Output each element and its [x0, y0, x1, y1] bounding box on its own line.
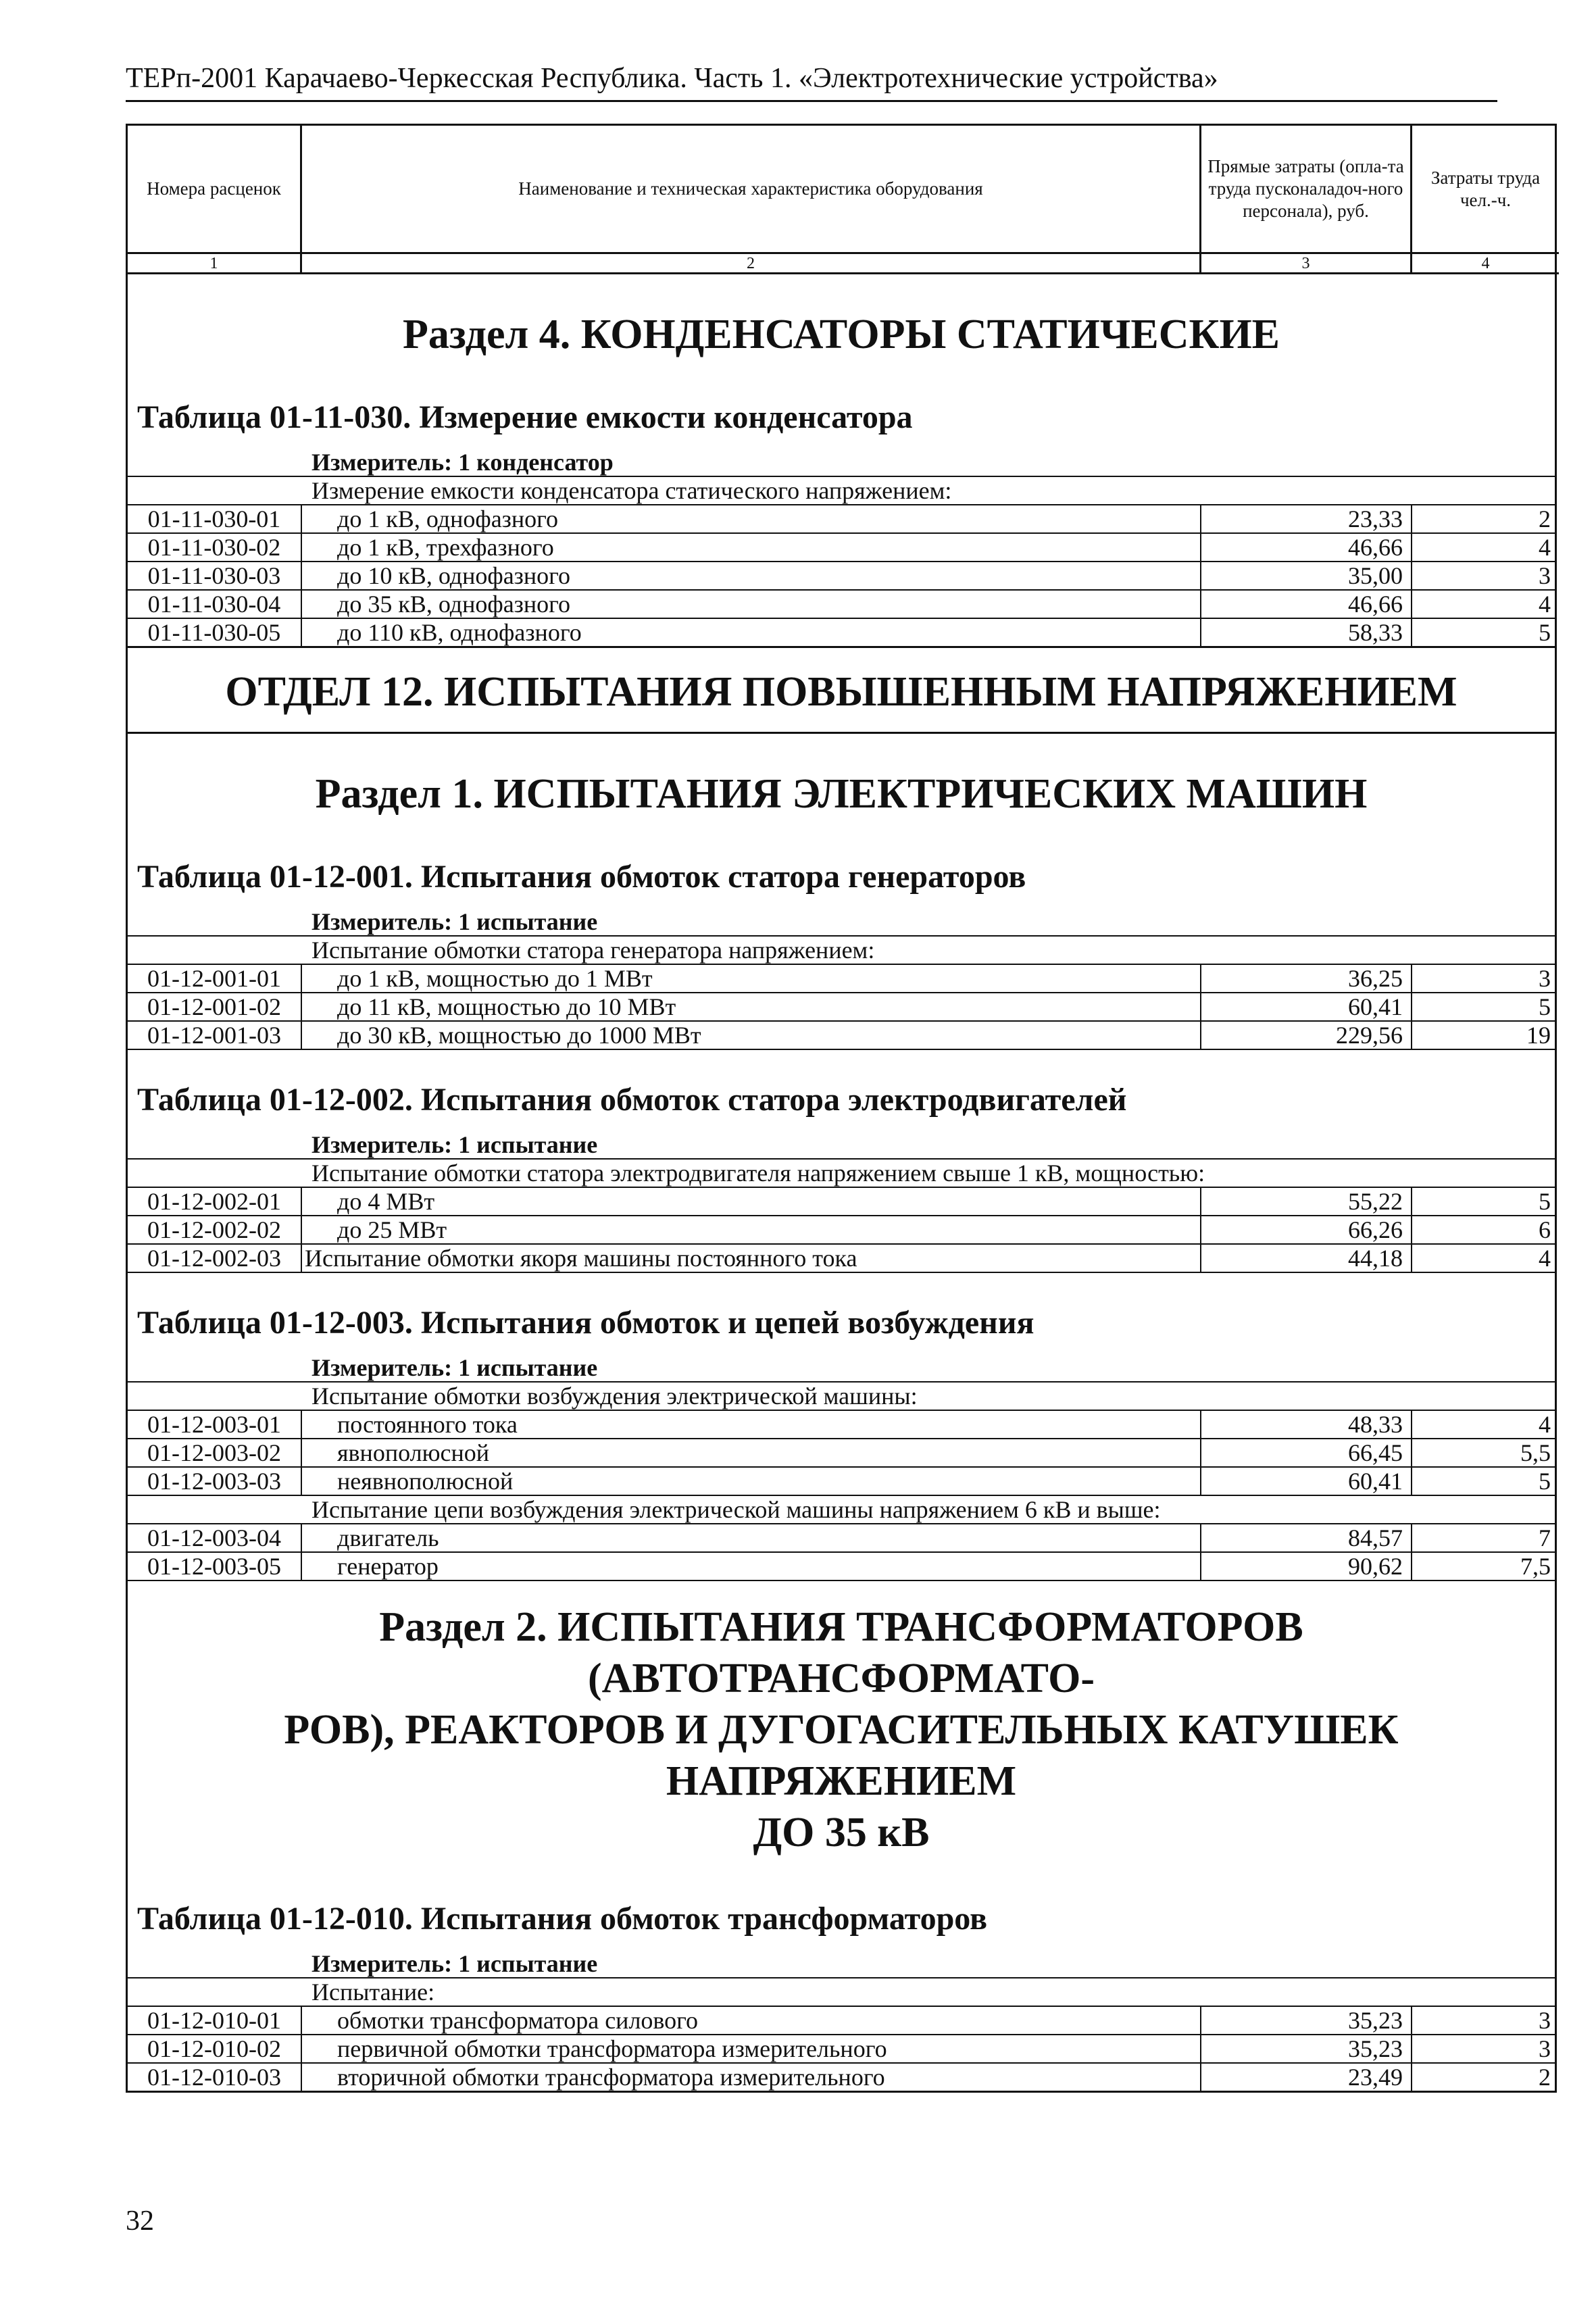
row-labor: 3: [1539, 562, 1551, 589]
department-title: ОТДЕЛ 12. ИСПЫТАНИЯ ПОВЫШЕННЫМ НАПРЯЖЕНИЕМ: [128, 648, 1555, 734]
col-number: 4: [1412, 254, 1559, 274]
row-cost: 55,22: [1201, 1188, 1412, 1215]
row-code: 01-12-001-03: [128, 1022, 302, 1049]
section-title: Раздел 4. КОНДЕНСАТОРЫ СТАТИЧЕСКИЕ: [402, 312, 1280, 357]
table-row: [128, 505, 1555, 534]
row-code: 01-12-002-01: [128, 1188, 302, 1215]
row-labor: 2: [1539, 2064, 1551, 2091]
row-name: до 10 кВ, однофазного: [302, 562, 1201, 589]
table-intro: Испытание обмотки возбуждения электрической машины:: [128, 1383, 1555, 1411]
row-labor: 5: [1539, 619, 1551, 646]
table-row: [128, 2007, 1555, 2035]
row-cost: 48,33: [1201, 1411, 1412, 1438]
section-title: Раздел 1. ИСПЫТАНИЯ ЭЛЕКТРИЧЕСКИХ МАШИН: [315, 771, 1368, 817]
section-title-line: РОВ), РЕАКТОРОВ И ДУГОГАСИТЕЛЬНЫХ КАТУШЕК НАПРЯЖЕНИЕМ: [284, 1707, 1399, 1804]
row-code: 01-12-003-03: [128, 1468, 302, 1495]
row-cost: 35,00: [1201, 562, 1412, 589]
table-intro: Испытание:: [128, 1978, 1555, 2007]
measure-unit: Измеритель: 1 конденсатор: [128, 449, 1555, 477]
price-table: [126, 124, 1557, 2093]
row-labor: 4: [1539, 1245, 1551, 1272]
row-code: 01-12-002-02: [128, 1216, 302, 1243]
running-header: ТЕРп-2001 Карачаево-Черкесская Республика. Часть 1. «Электротехнические устройства»: [126, 59, 1497, 102]
table-row: [128, 1468, 1555, 1496]
row-cost: 84,57: [1201, 1524, 1412, 1551]
row-cost: 35,23: [1201, 2007, 1412, 2034]
row-cost: 46,66: [1201, 534, 1412, 561]
table-row: [128, 1245, 1555, 1273]
row-labor: 4: [1539, 591, 1551, 618]
row-cost: 229,56: [1201, 1022, 1412, 1049]
row-labor: 5: [1539, 1188, 1551, 1215]
measure-unit: Измеритель: 1 испытание: [128, 1354, 1555, 1383]
table-row: [128, 2064, 1555, 2091]
row-code: 01-12-003-04: [128, 1524, 302, 1551]
table-title: Таблица 01-11-030. Измерение емкости конденсатора: [137, 399, 913, 435]
row-labor: 3: [1539, 2035, 1551, 2062]
row-code: 01-11-030-04: [128, 591, 302, 618]
row-name: до 25 МВт: [302, 1216, 1201, 1243]
row-name: Испытание обмотки якоря машины постоянного тока: [302, 1245, 1201, 1272]
row-code: 01-12-003-05: [128, 1553, 302, 1580]
row-name: постоянного тока: [302, 1411, 1201, 1438]
row-name: обмотки трансформатора силового: [302, 2007, 1201, 2034]
table-row: [128, 965, 1555, 993]
col-header-codes: Номера расценок: [128, 126, 302, 254]
table-row: [128, 1216, 1555, 1245]
row-cost: 58,33: [1201, 619, 1412, 646]
table-row: [128, 534, 1555, 562]
row-name: до 1 кВ, однофазного: [302, 505, 1201, 532]
row-labor: 5: [1539, 993, 1551, 1020]
row-cost: 23,49: [1201, 2064, 1412, 2091]
table-title: Таблица 01-12-001. Испытания обмоток статора генераторов: [137, 859, 1026, 895]
table-title: Таблица 01-12-002. Испытания обмоток статора электродвигателей: [137, 1082, 1127, 1118]
row-name: генератор: [302, 1553, 1201, 1580]
row-code: 01-12-003-02: [128, 1439, 302, 1466]
col-header-labor: Затраты труда чел.-ч.: [1412, 126, 1559, 254]
col-header-name: Наименование и техническая характеристика оборудования: [302, 126, 1201, 254]
row-name: до 110 кВ, однофазного: [302, 619, 1201, 646]
row-code: 01-12-001-02: [128, 993, 302, 1020]
row-code: 01-12-001-01: [128, 965, 302, 992]
table-row: [128, 993, 1555, 1022]
row-code: 01-12-010-02: [128, 2035, 302, 2062]
row-labor: 7,5: [1520, 1553, 1551, 1580]
row-cost: 66,26: [1201, 1216, 1412, 1243]
table-row: [128, 2035, 1555, 2064]
column-numbers: [128, 254, 1555, 274]
table-row: [128, 1553, 1555, 1581]
measure-unit: Измеритель: 1 испытание: [128, 1950, 1555, 1978]
row-labor: 5,5: [1520, 1439, 1551, 1466]
row-cost: 66,45: [1201, 1439, 1412, 1466]
row-name: явнополюсной: [302, 1439, 1201, 1466]
row-name: неявнополюсной: [302, 1468, 1201, 1495]
row-labor: 7: [1539, 1524, 1551, 1551]
row-cost: 46,66: [1201, 591, 1412, 618]
table-row: [128, 1188, 1555, 1216]
row-code: 01-11-030-01: [128, 505, 302, 532]
table-row: [128, 1411, 1555, 1439]
row-name: двигатель: [302, 1524, 1201, 1551]
row-name: до 4 МВт: [302, 1188, 1201, 1215]
section-title: [128, 1581, 1555, 1885]
row-cost: 44,18: [1201, 1245, 1412, 1272]
row-code: 01-12-010-01: [128, 2007, 302, 2034]
table-title: Таблица 01-12-010. Испытания обмоток трансформаторов: [137, 1901, 987, 1937]
col-header-direct-costs: Прямые затраты (опла-та труда пусконаладоч-ного персонала), руб.: [1201, 126, 1412, 254]
table-row: [128, 1439, 1555, 1468]
table-intro: Испытание обмотки статора электродвигателя напряжением свыше 1 кВ, мощностью:: [128, 1160, 1555, 1188]
row-labor: 2: [1539, 505, 1551, 532]
row-cost: 90,62: [1201, 1553, 1412, 1580]
row-labor: 6: [1539, 1216, 1551, 1243]
row-name: до 11 кВ, мощностью до 10 МВт: [302, 993, 1201, 1020]
row-cost: 60,41: [1201, 1468, 1412, 1495]
row-code: 01-11-030-02: [128, 534, 302, 561]
row-code: 01-12-003-01: [128, 1411, 302, 1438]
row-labor: 19: [1526, 1022, 1551, 1049]
row-code: 01-12-002-03: [128, 1245, 302, 1272]
row-labor: 4: [1539, 534, 1551, 561]
row-cost: 36,25: [1201, 965, 1412, 992]
table-title: Таблица 01-12-003. Испытания обмоток и цепей возбуждения: [137, 1305, 1034, 1341]
table-intro: Измерение емкости конденсатора статического напряжением:: [128, 477, 1555, 505]
table-row: [128, 619, 1555, 648]
measure-unit: Измеритель: 1 испытание: [128, 908, 1555, 937]
column-headers: [128, 126, 1555, 254]
row-name: до 1 кВ, трехфазного: [302, 534, 1201, 561]
row-name: первичной обмотки трансформатора измерительного: [302, 2035, 1201, 2062]
row-name: вторичной обмотки трансформатора измерительного: [302, 2064, 1201, 2091]
row-labor: 3: [1539, 965, 1551, 992]
table-row: [128, 1524, 1555, 1553]
row-labor: 5: [1539, 1468, 1551, 1495]
col-number: 1: [128, 254, 302, 274]
table-row: [128, 562, 1555, 591]
table-row: [128, 591, 1555, 619]
row-cost: 23,33: [1201, 505, 1412, 532]
table-row: [128, 1022, 1555, 1050]
row-code: 01-11-030-05: [128, 619, 302, 646]
row-name: до 30 кВ, мощностью до 1000 МВт: [302, 1022, 1201, 1049]
table-intro: Испытание цепи возбуждения электрической машины напряжением 6 кВ и выше:: [128, 1496, 1555, 1524]
row-labor: 4: [1539, 1411, 1551, 1438]
row-name: до 35 кВ, однофазного: [302, 591, 1201, 618]
measure-unit: Измеритель: 1 испытание: [128, 1131, 1555, 1160]
col-number: 2: [302, 254, 1201, 274]
row-labor: 3: [1539, 2007, 1551, 2034]
col-number: 3: [1201, 254, 1412, 274]
section-title-line: Раздел 2. ИСПЫТАНИЯ ТРАНСФОРМАТОРОВ (АВТОТРАНСФОРМАТО-: [379, 1604, 1303, 1701]
row-code: 01-11-030-03: [128, 562, 302, 589]
page-number: 32: [126, 2206, 154, 2237]
row-name: до 1 кВ, мощностью до 1 МВт: [302, 965, 1201, 992]
row-code: 01-12-010-03: [128, 2064, 302, 2091]
row-cost: 35,23: [1201, 2035, 1412, 2062]
table-intro: Испытание обмотки статора генератора напряжением:: [128, 937, 1555, 965]
row-cost: 60,41: [1201, 993, 1412, 1020]
section-title-line: ДО 35 кВ: [753, 1810, 930, 1856]
